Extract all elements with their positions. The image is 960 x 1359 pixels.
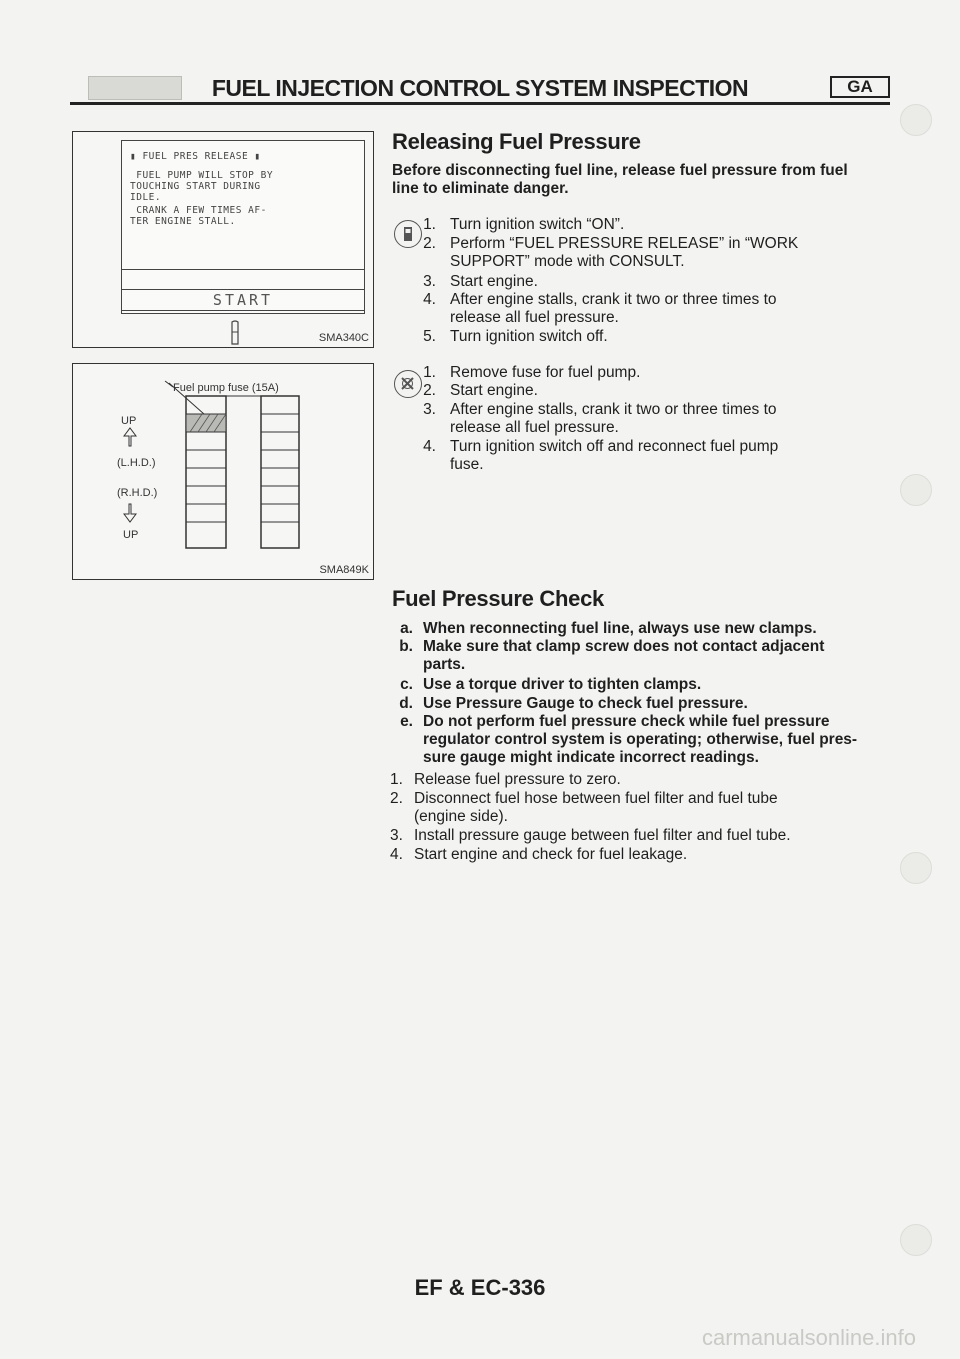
finger-pointer-icon [230, 320, 240, 346]
binder-hole [900, 474, 932, 506]
binder-hole [900, 104, 932, 136]
fuel-pump-fuse-label: Fuel pump fuse (15A) [173, 382, 279, 394]
figure-code: SMA849K [319, 564, 369, 576]
start-button[interactable]: START [122, 289, 364, 311]
rhd-label: (R.H.D.) [117, 487, 158, 499]
releasing-intro [392, 162, 892, 198]
arrow-up-icon [124, 428, 136, 446]
figure-code: SMA340C [318, 332, 369, 344]
lhd-label: (L.H.D.) [117, 457, 156, 469]
up-label-bottom: UP [123, 529, 139, 541]
screen-divider [122, 269, 364, 270]
screen-line: FUEL PUMP WILL STOP BY [130, 170, 274, 181]
fuse-slots-right [261, 414, 299, 522]
page-number: EF & EC-336 [414, 1275, 546, 1300]
engine-badge: GA [830, 76, 890, 98]
fuse-box-diagram [73, 364, 373, 579]
arrow-down-icon [124, 504, 136, 522]
screen-line: CRANK A FEW TIMES AF- [130, 205, 267, 216]
consult-screen-figure [72, 131, 374, 348]
fuse-box-figure [72, 363, 374, 580]
up-label-top: UP [121, 415, 137, 427]
section-title-releasing: Releasing Fuel Pressure [392, 129, 641, 154]
intro-line: Before disconnecting fuel line, release fuel pressure from fuel [392, 162, 848, 179]
page-header [70, 74, 890, 104]
binder-hole [900, 1224, 932, 1256]
screen-line: TER ENGINE STALL. [130, 216, 236, 227]
fuse-column-right [261, 396, 299, 548]
intro-line: line to eliminate danger. [392, 180, 569, 197]
section-title-check: Fuel Pressure Check [392, 586, 604, 611]
screen-line: IDLE. [130, 192, 162, 203]
header-rule [70, 102, 890, 105]
screen-line: ▮ FUEL PRES RELEASE ▮ [130, 151, 261, 162]
binder-hole [900, 852, 932, 884]
screen-line: TOUCHING START DURING [130, 181, 261, 192]
watermark: carmanualsonline.info [701, 1325, 916, 1350]
consult-screen [121, 140, 365, 314]
page-title: FUEL INJECTION CONTROL SYSTEM INSPECTION [211, 75, 749, 101]
